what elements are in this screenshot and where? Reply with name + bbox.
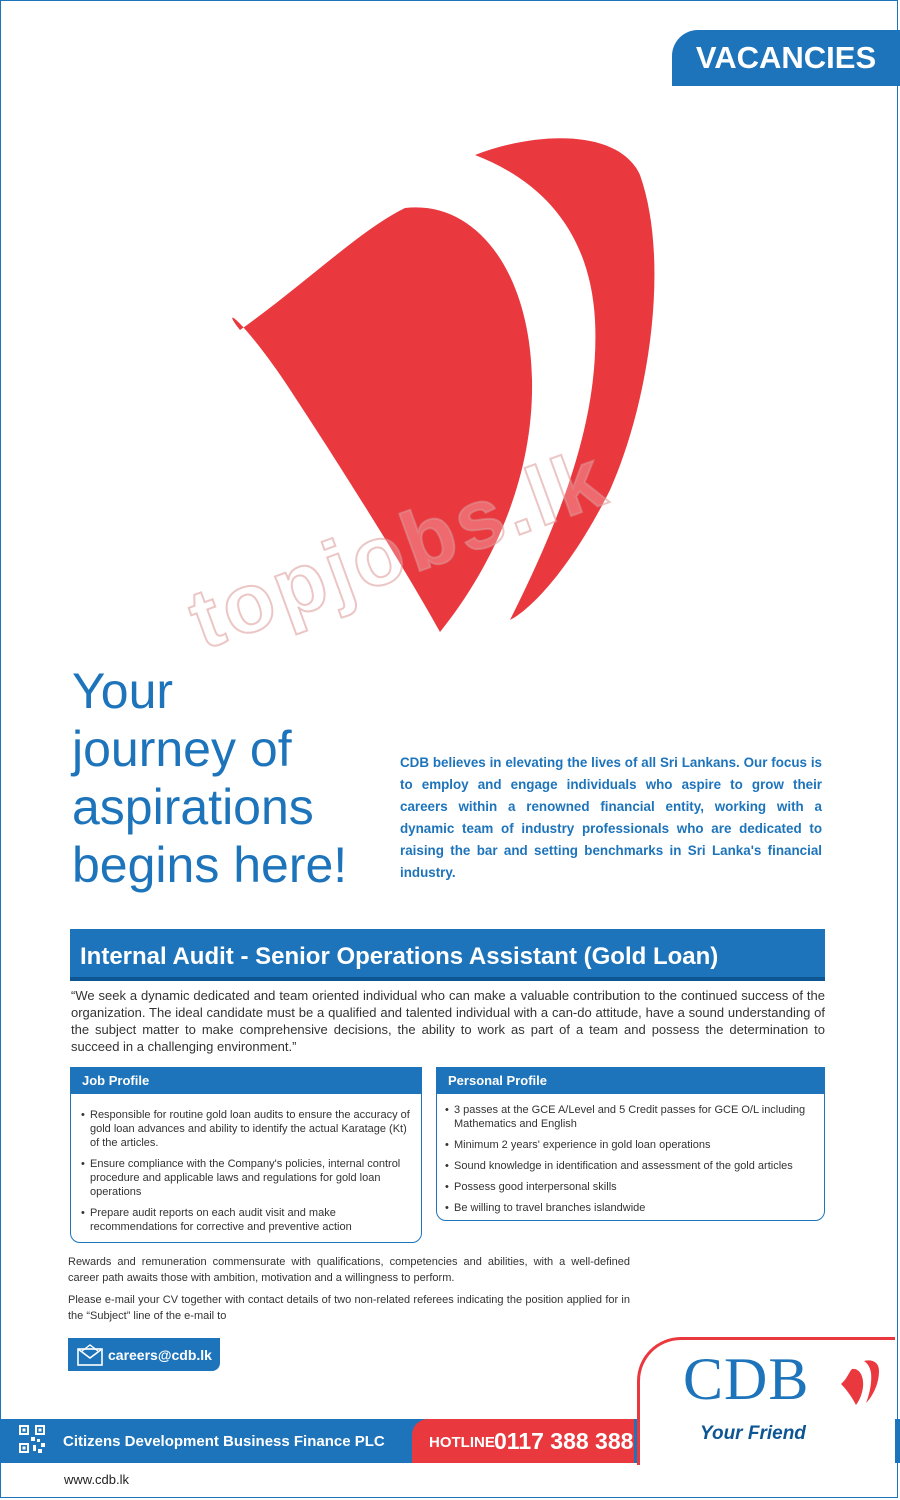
headline <box>72 662 392 894</box>
job-profile-item: • Responsible for routine gold loan audits to ensure the accuracy of gold loan advances and ability to identify the actual Karatage (Kt) of the articles. <box>81 1108 411 1150</box>
personal-profile-box <box>436 1093 825 1221</box>
headline-line-1: Your <box>72 663 174 719</box>
headline-line-3: aspirations <box>72 779 314 835</box>
email-button[interactable] <box>68 1338 220 1371</box>
job-description-quote: “We seek a dynamic dedicated and team oriented individual who can make a valuable contribution to the continued success of the organization. The ideal candidate must be a qualified and talented individual with a can-do attitude, have a sound understanding of the subject matter to make comprehensive decisions, the ability to work as part of a team and possess the determination to succeed in a challenging environment.” <box>71 988 825 1054</box>
personal-profile-item: • Possess good interpersonal skills <box>445 1180 816 1194</box>
job-profile-heading: Job Profile <box>70 1067 422 1093</box>
company-name: Citizens Development Business Finance PLC <box>63 1433 385 1450</box>
hotline-badge <box>412 1419 634 1463</box>
headline-line-2: journey of <box>72 721 292 777</box>
job-profile-item: • Ensure compliance with the Company's policies, internal control procedure and applicable laws and regulations for gold loan operations <box>81 1157 411 1199</box>
intro-paragraph: CDB believes in elevating the lives of all Sri Lankans. Our focus is to employ and engage individuals who aspire to grow their careers within a renowned financial entity, working with a dynamic team of industry professionals who are dedicated to raising the bar and setting benchmarks in Sri Lanka's financial industry. <box>400 755 822 880</box>
personal-profile-item: • 3 passes at the GCE A/Level and 5 Credit passes for GCE O/L including Mathematics and English <box>445 1103 816 1131</box>
job-title-banner: Internal Audit - Senior Operations Assistant (Gold Loan) <box>70 929 825 981</box>
rewards-paragraph: Rewards and remuneration commensurate with qualifications, competencies and abilities, with a well-defined career path awaits those with ambition, motivation and a willingness to perform. <box>68 1256 630 1284</box>
cdb-wordmark: CDB <box>683 1346 810 1412</box>
qr-code-icon <box>19 1425 45 1455</box>
hotline-number[interactable]: 0117 388 388 <box>494 1428 634 1454</box>
personal-profile-heading: Personal Profile <box>436 1067 825 1093</box>
cdb-mini-swoosh-icon <box>838 1357 882 1407</box>
apply-instructions: Please e-mail your CV together with contact details of two non-related referees indicating the position applied for in the “Subject” line of the e-mail to <box>68 1294 630 1322</box>
job-profile-box <box>70 1093 422 1243</box>
personal-profile-item: • Sound knowledge in identification and assessment of the gold articles <box>445 1159 816 1173</box>
personal-profile-item: • Be willing to travel branches islandwide <box>445 1201 816 1215</box>
email-address[interactable]: careers@cdb.lk <box>108 1347 212 1363</box>
website-link[interactable]: www.cdb.lk <box>64 1472 130 1487</box>
cdb-tagline: Your Friend <box>700 1423 806 1444</box>
headline-line-4: begins here! <box>72 837 348 893</box>
envelope-icon <box>77 1344 103 1366</box>
hotline-label: HOTLINE <box>429 1434 495 1451</box>
job-profile-item: • Prepare audit reports on each audit visit and make recommendations for corrective and preventive action <box>81 1206 411 1234</box>
vacancies-tab: VACANCIES <box>672 30 900 86</box>
personal-profile-item: • Minimum 2 years' experience in gold loan operations <box>445 1138 816 1152</box>
watermark-text: topjobs.lk <box>176 429 620 667</box>
